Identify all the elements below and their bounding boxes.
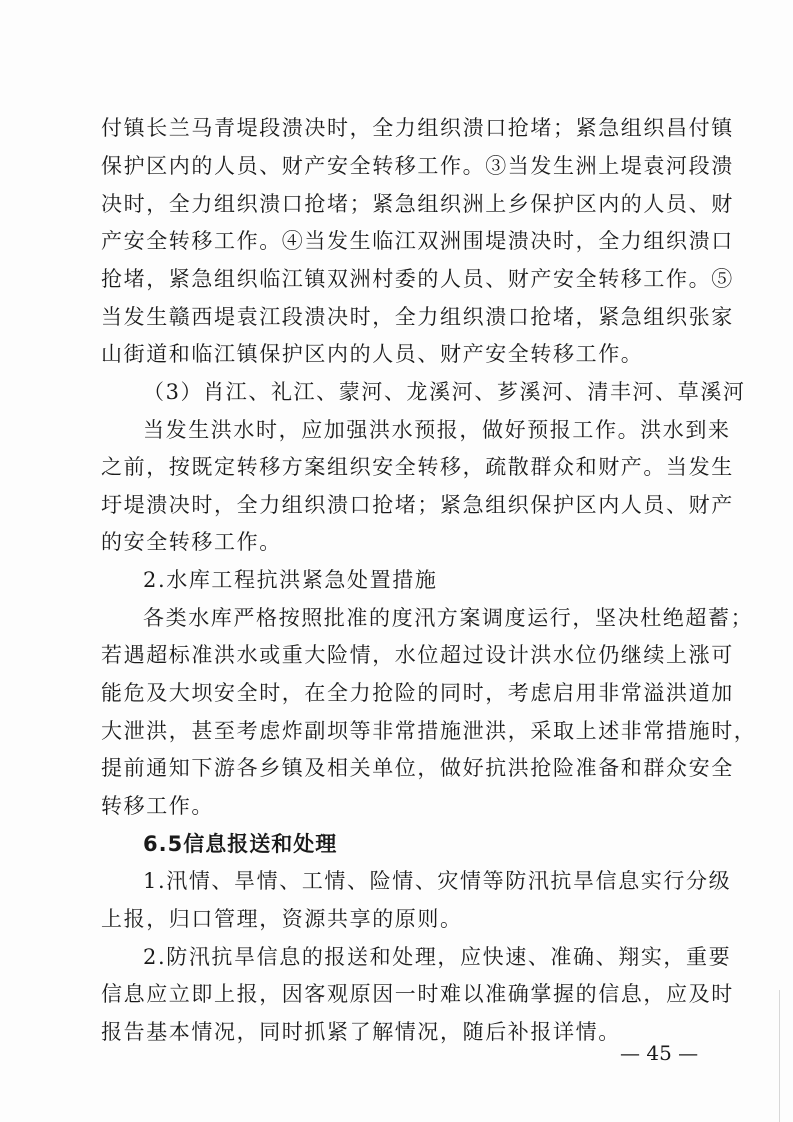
body-line: 报告基本情况，同时抓紧了解情况，随后补报详情。 [101,1020,621,1044]
subsection-heading: （3）肖江、礼江、蒙河、龙溪河、芗溪河、清丰河、草溪河 [143,380,746,404]
body-line: 付镇长兰马青堤段溃决时，全力组织溃口抢堵；紧急组织昌付镇 [101,116,734,140]
subsection-heading: 2.水库工程抗洪紧急处置措施 [143,568,438,592]
scan-edge-line [779,990,780,1122]
body-line: 当发生赣西堤袁江段溃决时，全力组织溃口抢堵，紧急组织张家 [101,305,734,329]
body-line: 1.汛情、旱情、工情、险情、灾情等防汛抗旱信息实行分级 [143,869,732,893]
body-line: 各类水库严格按照批准的度汛方案调度运行，坚决杜绝超蓄； [143,606,754,630]
body-line: 转移工作。 [101,794,214,818]
page-number: — 45 — [620,1041,699,1065]
body-line: 上报，归口管理，资源共享的原则。 [101,907,463,931]
section-heading: 6.5信息报送和处理 [143,832,338,856]
body-line: 若遇超标准洪水或重大险情，水位超过设计洪水位仍继续上涨可 [101,643,734,667]
body-line: 保护区内的人员、财产安全转移工作。③当发生洲上堤袁河段溃 [101,154,734,178]
body-line: 大泄洪，甚至考虑炸副坝等非常措施泄洪，采取上述非常措施时， [101,719,757,743]
body-line: 决时，全力组织溃口抢堵；紧急组织洲上乡保护区内的人员、财 [101,192,734,216]
body-line: 2.防汛抗旱信息的报送和处理，应快速、准确、翔实，重要 [143,945,732,969]
body-line: 之前，按既定转移方案组织安全转移，疏散群众和财产。当发生 [101,455,734,479]
body-line: 的安全转移工作。 [101,530,282,554]
body-line: 抢堵，紧急组织临江镇双洲村委的人员、财产安全转移工作。⑤ [101,267,734,291]
body-line: 山街道和临江镇保护区内的人员、财产安全转移工作。 [101,342,644,366]
body-line: 提前通知下游各乡镇及相关单位，做好抗洪抢险准备和群众安全 [101,756,734,780]
body-line: 圩堤溃决时，全力组织溃口抢堵；紧急组织保护区内人员、财产 [101,493,734,517]
body-line: 当发生洪水时，应加强洪水预报，做好预报工作。洪水到来 [143,418,731,442]
body-line: 能危及大坝安全时，在全力抢险的同时，考虑启用非常溢洪道加 [101,681,734,705]
body-line: 信息应立即上报，因客观原因一时难以准确掌握的信息，应及时 [101,982,734,1006]
body-line: 产安全转移工作。④当发生临江双洲围堤溃决时，全力组织溃口 [101,229,734,253]
